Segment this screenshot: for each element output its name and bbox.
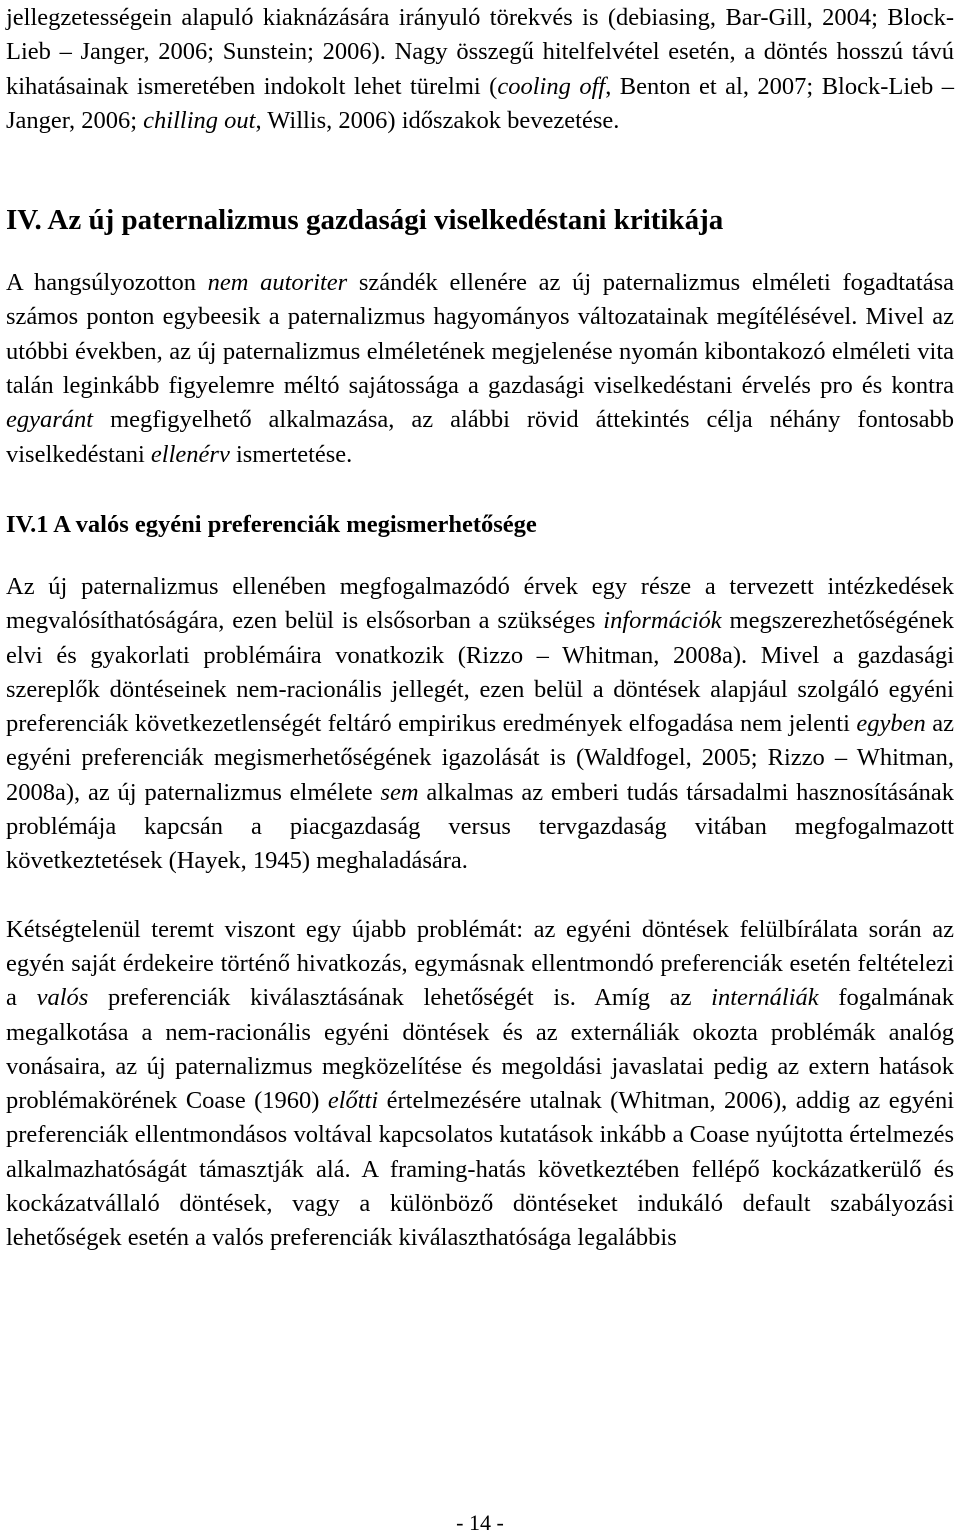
italic-text: információk [603, 607, 722, 635]
paragraph-intro [6, 1, 954, 138]
text-run: értelmezésére utalnak (Whitman, 2006), addig az egyéni preferenciák ellentmondásos voltával kapcsolatos kutatások inkább a Coase nyújtotta értelmezés alkalmazhatóságát támasztják alá. A framing-hatás következtében fellépő kockázatkerülő és kockázatvállaló döntések, vagy a különböző döntéseket indukáló default szabályozási lehetőségek esetén a valós preferenciák kiválaszthatósága legalábbis [6, 1087, 955, 1252]
text-run: Az új paternalizmus ellenében megfogalmazódó érvek egy része a tervezett intézkedések megvalósíthatóságára, ezen belül is elsősorban a szükséges [6, 572, 954, 635]
text-run: az egyéni preferenciák megismerhetőségének igazolását is (Waldfogel, 2005; Rizzo – Whitman, 2008a), az új paternalizmus elmélete [6, 710, 954, 806]
text-run: preferenciák kiválasztásának lehetőségét is. Amíg az [88, 984, 712, 1012]
italic-text: cooling off [497, 72, 606, 100]
text-run: megszerezhetőségének elvi és gyakorlati problémáira vonatkozik (Rizzo – Whitman, 2008a). Mivel a gazdasági szereplők döntéseinek nem-racionális jellegét, ezen belül a döntések alapjául szolgáló egyéni preferenciák következetlenségét feltáró empirikus eredmények elfogadása nem jelenti [6, 607, 954, 738]
text-run: jellegzetességein alapuló kiaknázására irányuló törekvés is (debiasing, Bar-Gill, 2004; Block-Lieb – Janger, 2006; Sunstein; 2006). Nagy összegű hitelfelvétel esetén, a döntés hosszú távú kihatásainak ismeretében indokolt lehet türelmi ( [6, 4, 954, 100]
text-run: , Willis, 2006) időszakok bevezetése. [255, 106, 620, 134]
text-run: A hangsúlyozotton [6, 269, 208, 297]
page-number: - 14 - [456, 1510, 504, 1535]
italic-text: előtti [327, 1087, 379, 1115]
text-run: Kétségtelenül teremt viszont egy újabb problémát: az egyéni döntések felülbírálata során az egyén saját érdekeire történő hivatkozás, egymásnak ellentmondó preferenciák esetén feltételezi a [6, 915, 954, 1012]
subsection-heading: IV.1 A valós egyéni preferenciák megismerhetősége [6, 510, 537, 538]
italic-text: sem [380, 778, 419, 806]
italic-text: ellenérv [150, 440, 230, 468]
paragraph-problem [6, 913, 954, 1256]
italic-text: internáliák [711, 984, 819, 1012]
paragraph-preferences [6, 570, 954, 879]
paragraph-section-intro [6, 266, 954, 472]
text-run: szándék ellenére az új paternalizmus elméleti fogadtatása számos ponton egybeesik a paternalizmus hagyományos változatainak megítélésével. Mivel az utóbbi években, az új paternalizmus elméletének megjelenése nyomán kibontakozó elméleti vita talán leginkább figyelemre méltó sajátossága a gazdasági viselkedéstani érvelés pro és kontra [6, 269, 954, 400]
section-heading: IV. Az új paternalizmus gazdasági viselkedéstani kritikája [6, 204, 724, 237]
text-run: alkalmas az emberi tudás társadalmi hasznosításának problémája kapcsán a piacgazdaság versus tervgazdaság vitában megfogalmazott következtetések (Hayek, 1945) meghaladására. [6, 778, 954, 875]
text-run: megfigyelhető alkalmazása, az alábbi rövid áttekintés célja néhány fontosabb viselkedéstani [6, 406, 954, 468]
italic-text: egyben [856, 710, 926, 738]
text-run: , Benton et al, 2007; Block-Lieb – Janger, 2006; [6, 72, 955, 134]
text-run: fogalmának megalkotása a nem-racionális egyéni döntések és az externáliák okozta problémák analóg vonásaira, az új paternalizmus megközelítése és megoldási javaslatai pedig az extern hatások problémakörének Coase (1960) [6, 984, 955, 1115]
document-page [6, 0, 954, 1256]
italic-text: chilling out [143, 106, 256, 134]
italic-text: nem autoriter [207, 269, 348, 297]
italic-text: egyaránt [6, 406, 94, 434]
italic-text: valós [36, 984, 89, 1012]
text-run: ismertetése. [229, 440, 353, 468]
